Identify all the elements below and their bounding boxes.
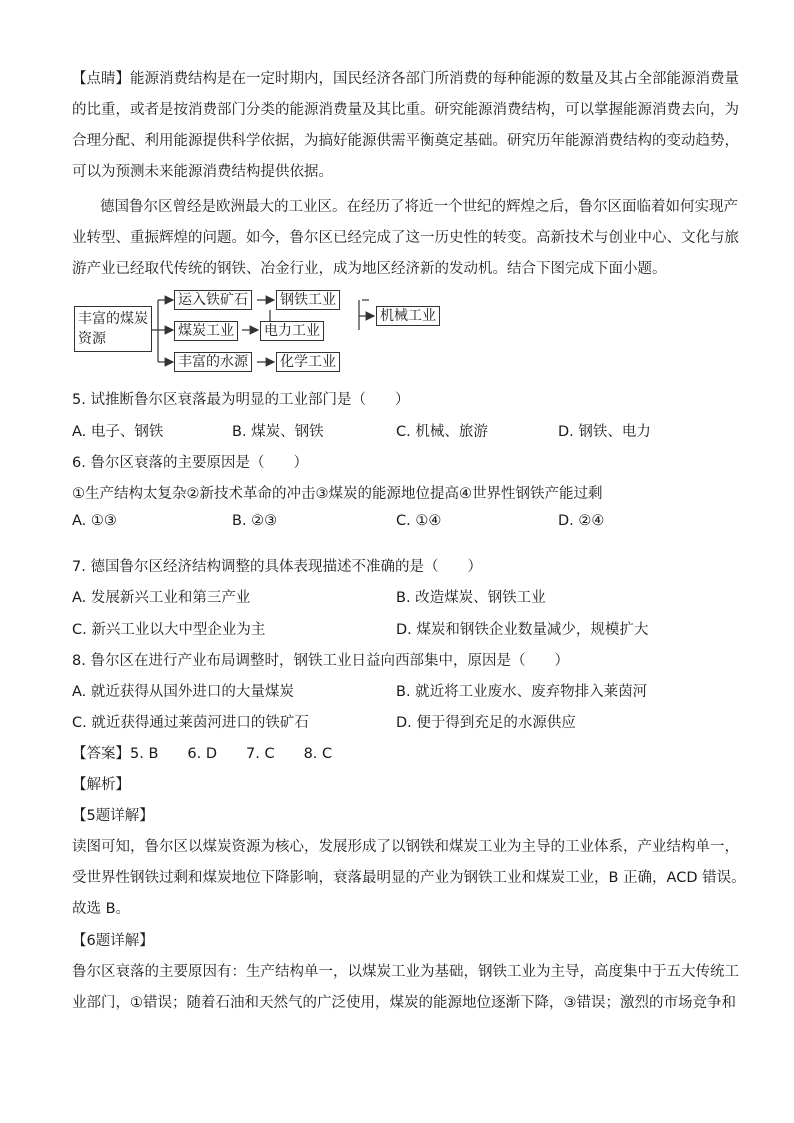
intro-line-1: 德国鲁尔区曾经是欧洲最大的工业区。在经历了将近一个世纪的辉煌之后，鲁尔区面临着如何实现产: [100, 199, 738, 215]
q6-option-b: B. ②③: [232, 513, 278, 529]
box-water-source: 丰富的水源: [174, 352, 252, 372]
q6-stem: 6. 鲁尔区衰落的主要原因是（ ）: [72, 455, 308, 471]
tip-line-3: 合理分配、利用能源提供科学依据，为搞好能源供需平衡奠定基础。研究历年能源消费结构的变动趋势，: [72, 133, 739, 149]
q7-option-d: D. 煤炭和钢铁企业数量减少，规模扩大: [396, 622, 649, 638]
q5-detail-line-1: 读图可知，鲁尔区以煤炭资源为核心，发展形成了以钢铁和煤炭工业为主导的工业体系，产业结构单一，: [72, 839, 739, 855]
q7-option-a: A. 发展新兴工业和第三产业: [72, 590, 251, 606]
q8-option-d: D. 便于得到充足的水源供应: [396, 715, 576, 731]
q6-option-c: C. ①④: [396, 513, 442, 529]
q7-option-c: C. 新兴工业以大中型企业为主: [72, 622, 266, 638]
q6-option-a: A. ①③: [72, 513, 117, 529]
box-chemical-industry: 化学工业: [276, 352, 340, 372]
q7-stem: 7. 德国鲁尔区经济结构调整的具体表现描述不准确的是（ ）: [72, 559, 482, 575]
q6-option-d: D. ②④: [558, 513, 605, 529]
q5-detail-line-2: 受世界性钢铁过剩和煤炭地位下降影响，衰落最明显的产业为钢铁工业和煤炭工业，B 正确，ACD 错误。: [72, 870, 746, 886]
q5-detail-label: 【5题详解】: [72, 808, 154, 824]
q6-statements: ①生产结构太复杂②新技术革命的冲击③煤炭的能源地位提高④世界性钢铁产能过剩: [72, 486, 603, 502]
q8-stem: 8. 鲁尔区在进行产业布局调整时，钢铁工业日益向西部集中，原因是（ ）: [72, 653, 569, 669]
answer-line: 【答案】5. B 6. D 7. C 8. C: [72, 746, 333, 762]
box-power-industry: 电力工业: [260, 321, 324, 341]
q6-detail-line-1: 鲁尔区衰落的主要原因有：生产结构单一，以煤炭工业为基础，钢铁工业为主导，高度集中于五大传统工: [72, 964, 739, 980]
q5-option-a: A. 电子、钢铁: [72, 424, 164, 440]
intro-line-3: 游产业已经取代传统的钢铁、冶金行业，成为地区经济新的发动机。结合下图完成下面小题。: [72, 261, 667, 277]
box-iron-ore-import: 运入铁矿石: [174, 290, 252, 310]
q5-option-b: B. 煤炭、钢铁: [232, 424, 324, 440]
box-machinery-industry: 机械工业: [376, 306, 440, 326]
tip-line-4: 可以为预测未来能源消费结构提供依据。: [72, 164, 333, 180]
box-coal-resource: 丰富的煤炭资源: [74, 306, 152, 352]
q8-option-b: B. 就近将工业废水、废弃物排入莱茵河: [396, 684, 648, 700]
q7-option-b: B. 改造煤炭、钢铁工业: [396, 590, 546, 606]
tip-line-1: 【点睛】能源消费结构是在一定时期内，国民经济各部门所消费的每种能源的数量及其占全部能源消费量: [72, 71, 739, 87]
analysis-label: 【解析】: [72, 777, 130, 793]
q8-option-c: C. 就近获得通过莱茵河进口的铁矿石: [72, 715, 309, 731]
q5-option-d: D. 钢铁、电力: [558, 424, 651, 440]
q5-detail-line-3: 故选 B。: [72, 901, 131, 917]
q5-option-c: C. 机械、旅游: [396, 424, 488, 440]
box-steel-industry: 钢铁工业: [276, 290, 340, 310]
q8-option-a: A. 就近获得从国外进口的大量煤炭: [72, 684, 294, 700]
q5-stem: 5. 试推断鲁尔区衰落最为明显的工业部门是（ ）: [72, 392, 410, 408]
q6-detail-line-2: 业部门，①错误；随着石油和天然气的广泛使用，煤炭的能源地位逐渐下降，③错误；激烈的市场竞争和: [72, 995, 736, 1011]
box-coal-industry: 煤炭工业: [174, 321, 238, 341]
q6-detail-label: 【6题详解】: [72, 933, 154, 949]
intro-line-2: 业转型、重振辉煌的问题。如今，鲁尔区已经完成了这一历史性的转变。高新技术与创业中心、文化与旅: [72, 230, 739, 246]
tip-line-2: 的比重，或者是按消费部门分类的能源消费量及其比重。研究能源消费结构，可以掌握能源消费去向，为: [72, 102, 739, 118]
